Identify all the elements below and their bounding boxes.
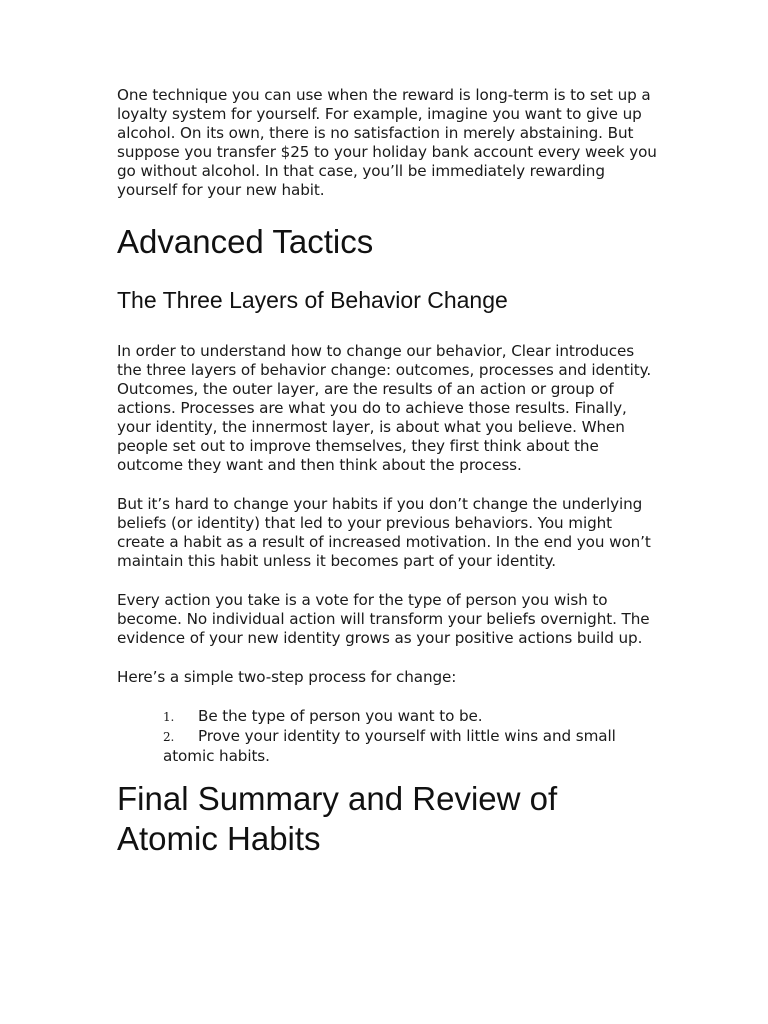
- body-paragraph: But it’s hard to change your habits if you don’t change the underlying beliefs (or identity) that led to your previous behaviors. You might create a habit as a result of increased motivation. In the end you won’t maintain this habit unless it becomes part of your identity.: [117, 495, 651, 570]
- body-paragraph: Every action you take is a vote for the type of person you wish to become. No individual action will transform your beliefs overnight. The evidence of your new identity grows as your positive actions build up.: [117, 591, 650, 647]
- list-item: [163, 727, 662, 766]
- list-item-number: 1.: [163, 710, 175, 724]
- body-paragraph: In order to understand how to change our behavior, Clear introduces the three layers of behavior change: outcomes, processes and identity. Outcomes, the outer layer, are the results of an action or group of actions. Processes are what you do to achieve those results. Finally, your identity, the innermost layer, is about what you believe. When people set out to improve themselves, they first think about the outcome they want and then think about the process.: [117, 342, 652, 474]
- two-step-list: [163, 707, 662, 766]
- list-item-number: 2.: [163, 730, 175, 744]
- list-item-text: Be the type of person you want to be.: [198, 707, 483, 725]
- body-paragraph: Here’s a simple two-step process for change:: [117, 668, 457, 686]
- advanced-tactics-heading: Advanced Tactics: [117, 223, 374, 260]
- final-summary-heading: Final Summary and Review of Atomic Habits: [117, 780, 558, 857]
- list-item-text: Prove your identity to yourself with little wins and small atomic habits.: [163, 727, 616, 765]
- document-page: [117, 86, 662, 859]
- list-item: [163, 707, 662, 727]
- three-layers-subheading: The Three Layers of Behavior Change: [117, 287, 508, 313]
- intro-paragraph: One technique you can use when the reward is long-term is to set up a loyalty system for yourself. For example, imagine you want to give up alcohol. On its own, there is no satisfaction in merely abstaining. But suppose you transfer $25 to your holiday bank account every week you go without alcohol. In that case, you’ll be immediately rewarding yourself for your new habit.: [117, 86, 657, 199]
